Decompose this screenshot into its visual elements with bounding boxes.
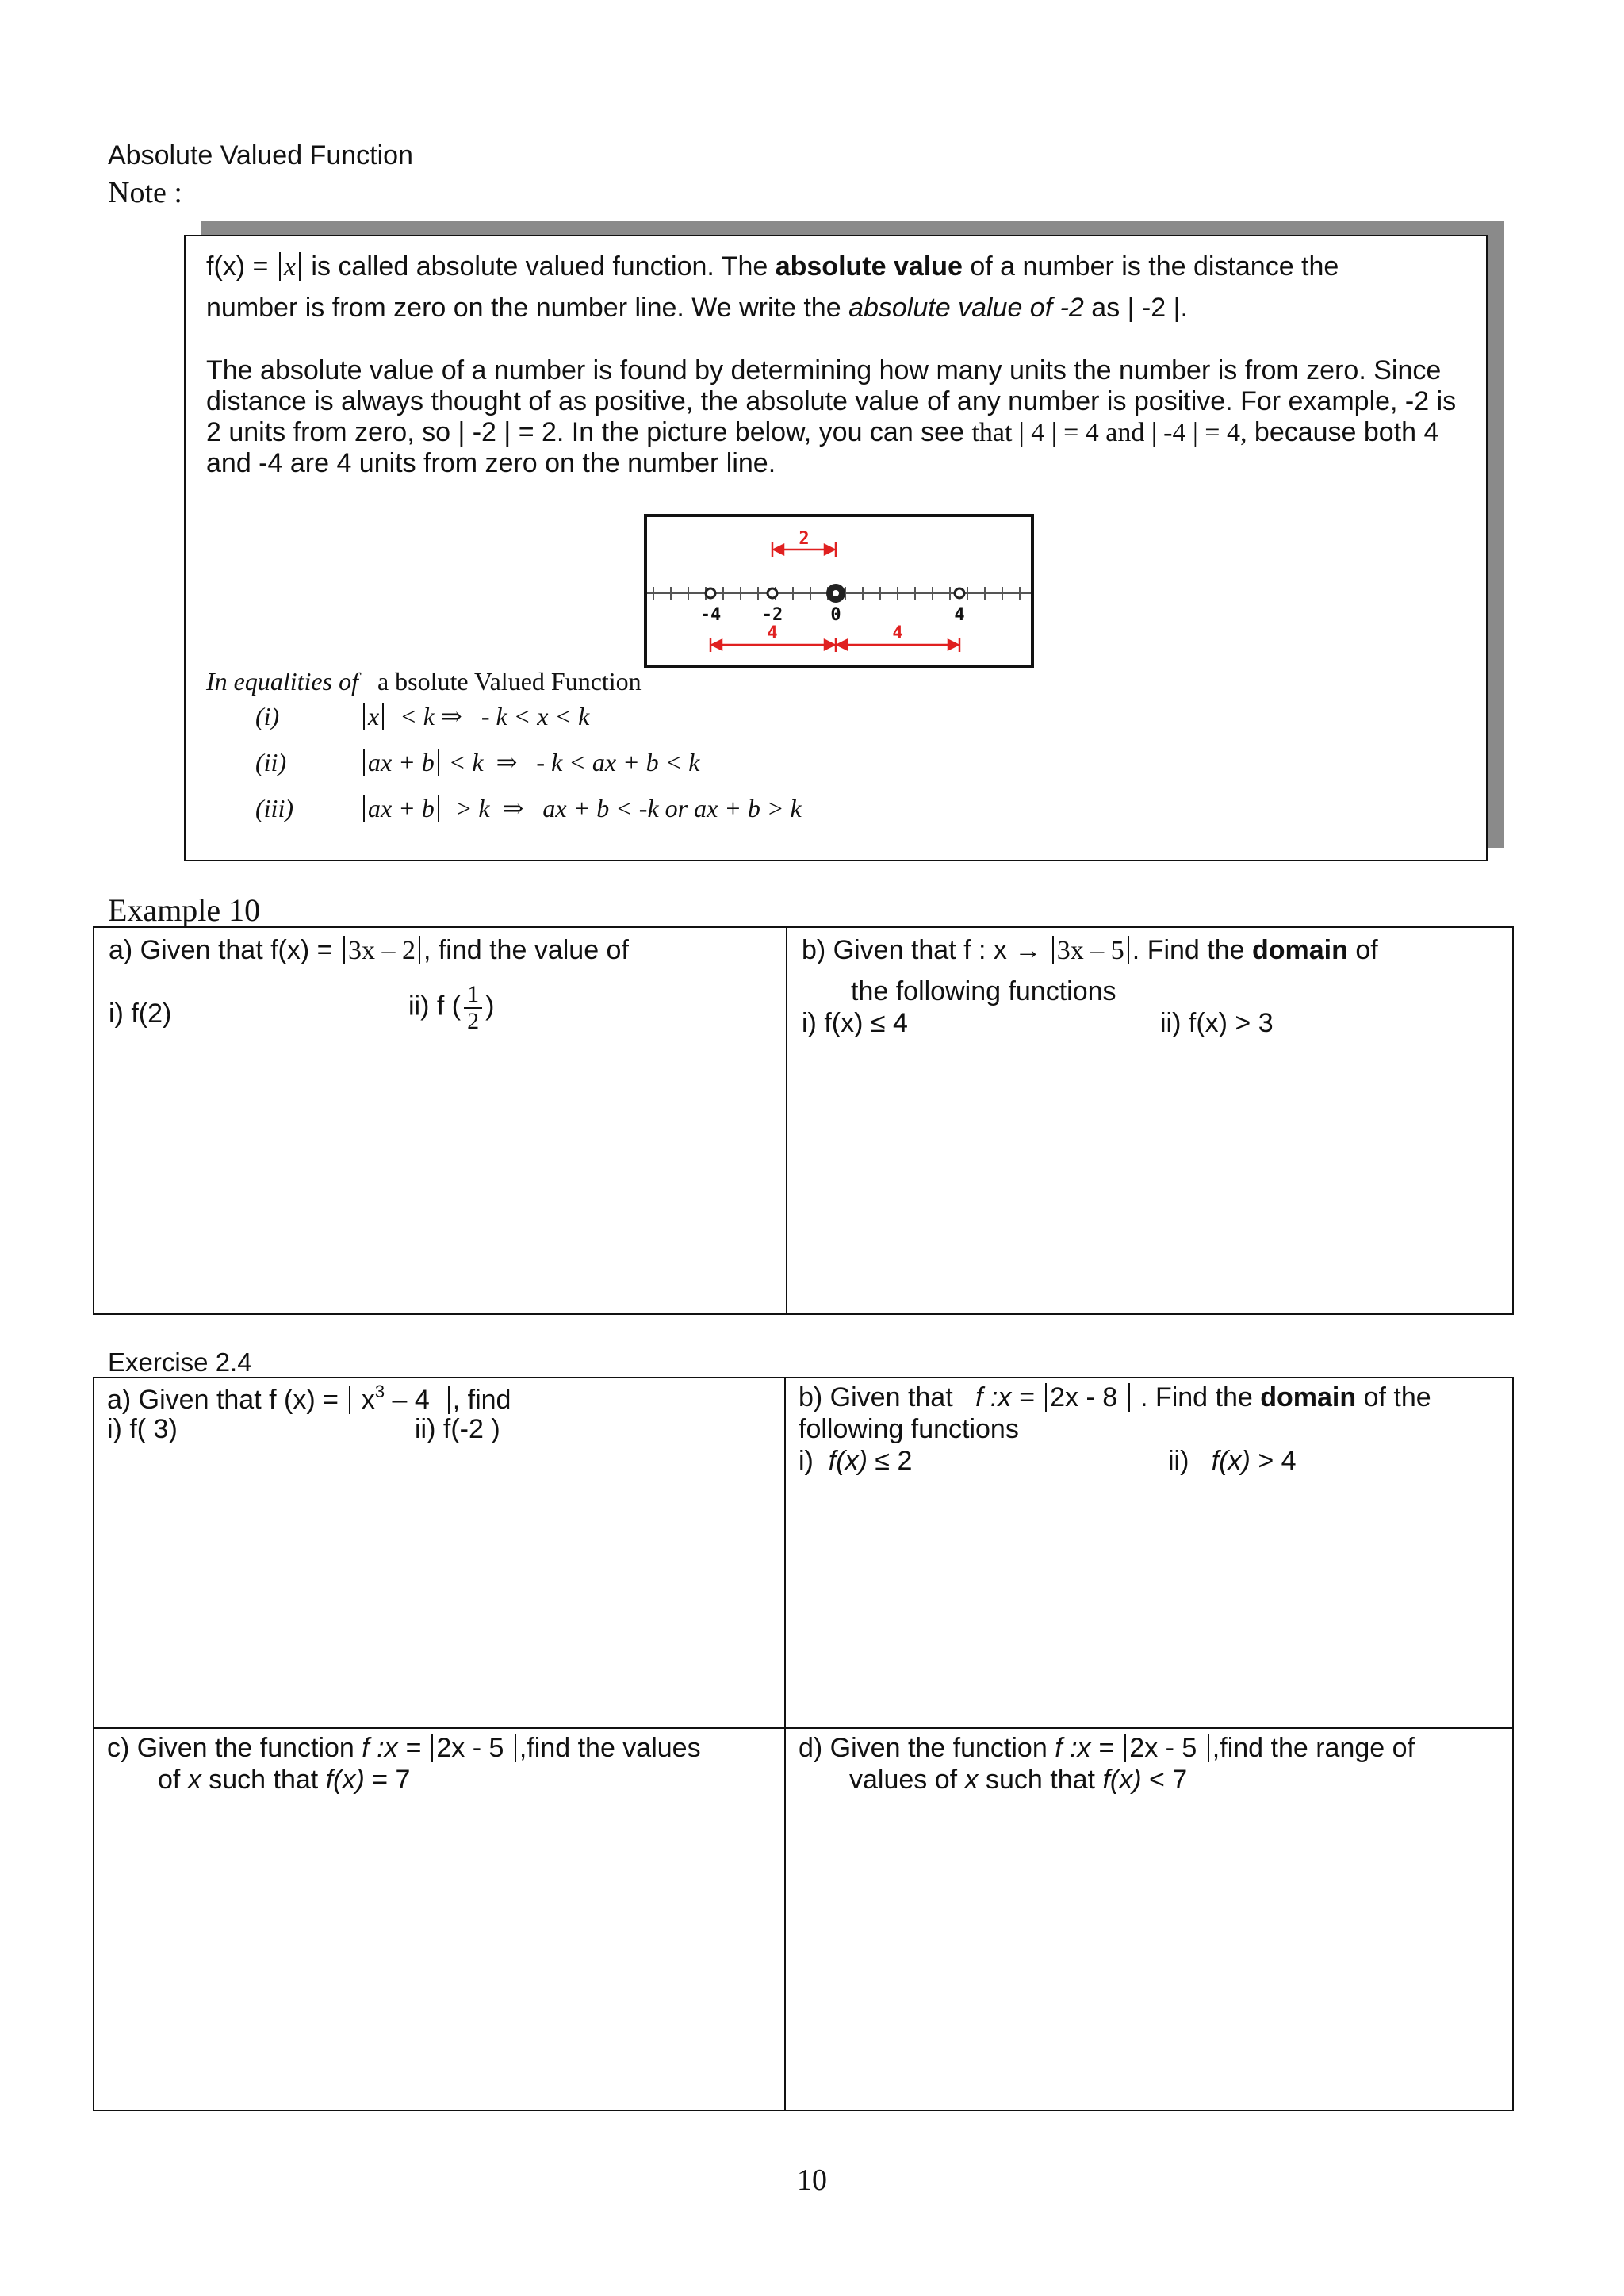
exercise-b-part-ii: ii) f(x) > 4: [1168, 1446, 1297, 1476]
inequality-row-1: (i) x < k ⇒ - k < x < k: [255, 702, 590, 730]
distance-label-top: 2: [799, 529, 810, 549]
note-label: Note :: [108, 176, 182, 209]
tick-label-neg2: -2: [761, 605, 783, 625]
point-pos4: [955, 588, 964, 598]
exercise-title: Exercise 2.4: [108, 1347, 252, 1377]
distance-label-left: 4: [767, 623, 778, 643]
exercise-b-question: b) Given that f :x = 2x - 8 . Find the domain of the: [799, 1382, 1431, 1412]
inequality-row-3: (iii) ax + b > k ⇒ ax + b < -k or ax + b > k: [255, 794, 802, 822]
example-b-part-i: i) f(x) ≤ 4: [802, 1008, 908, 1038]
distance-label-right: 4: [892, 623, 903, 643]
exercise-b-part-i: i) f(x) ≤ 2: [799, 1446, 913, 1476]
example-cell-b: [786, 926, 1514, 1315]
exercise-a-part-i: i) f( 3): [107, 1414, 178, 1444]
page-title: Absolute Valued Function: [108, 140, 413, 171]
example-title: Example 10: [108, 892, 261, 928]
tick-label-neg4: -4: [699, 605, 722, 625]
example-b-line-2: the following functions: [851, 976, 1116, 1006]
example-b-part-ii: ii) f(x) > 3: [1160, 1008, 1274, 1038]
note-line-1: f(x) = x is called absolute valued function. The absolute value of a number is the distance the: [206, 251, 1339, 282]
example-a-question: a) Given that f(x) = 3x – 2 , find the value of: [109, 935, 629, 965]
example-a-part-i: i) f(2): [109, 999, 172, 1029]
page-number: 10: [797, 2164, 827, 2197]
example-b-question: b) Given that f : x → 3x – 5 . Find the domain of: [802, 935, 1378, 965]
example-a-part-ii: ii) f ( $\frac{1}{2}$ ): [408, 981, 495, 1034]
exercise-b-line-2: following functions: [799, 1414, 1019, 1444]
exercise-d-line-2: values of x such that f(x) < 7: [849, 1765, 1188, 1795]
exercise-c-line-2: of x such that f(x) = 7: [158, 1765, 411, 1795]
tick-label-zero: 0: [830, 605, 841, 625]
point-neg2: [768, 588, 777, 598]
exercise-cell-b: [784, 1377, 1514, 1729]
note-box: [184, 235, 1488, 861]
note-line-2: number is from zero on the number line. We write the absolute value of -2 as | -2 |.: [206, 293, 1188, 323]
tick-label-pos4: 4: [954, 605, 965, 625]
note-paragraph: The absolute value of a number is found by determining how many units the number is from zero. Since distance is always thought of as positive, the absolute value of any number is positive. For example, -2 is 2 units from zero, so | -2 | = 2. In the picture below, you can see that | 4 | = 4 and | -4 | = 4, because both 4 and -4 are 4 units from zero on the number line.: [206, 355, 1457, 478]
exercise-c-question: c) Given the function f :x = 2x - 5 ,find the values: [107, 1733, 701, 1763]
inequalities-title: In equalities of a bsolute Valued Function: [206, 667, 642, 696]
number-line-svg: [647, 517, 1031, 665]
exercise-a-part-ii: ii) f(-2 ): [415, 1414, 500, 1444]
exercise-cell-c: [93, 1727, 786, 2111]
exercise-a-question: a) Given that f $(x) = x^3 - 4$ , find: [107, 1382, 511, 1415]
exercise-cell-a: [93, 1377, 786, 1729]
exercise-cell-d: [784, 1727, 1514, 2111]
exercise-d-question: d) Given the function f :x = 2x - 5 ,find the range of: [799, 1733, 1415, 1763]
inequality-row-2: (ii) ax + b < k ⇒ - k < ax + b < k: [255, 748, 700, 776]
example-cell-a: [93, 926, 787, 1315]
number-line-figure: [644, 514, 1034, 668]
point-neg4: [706, 588, 715, 598]
